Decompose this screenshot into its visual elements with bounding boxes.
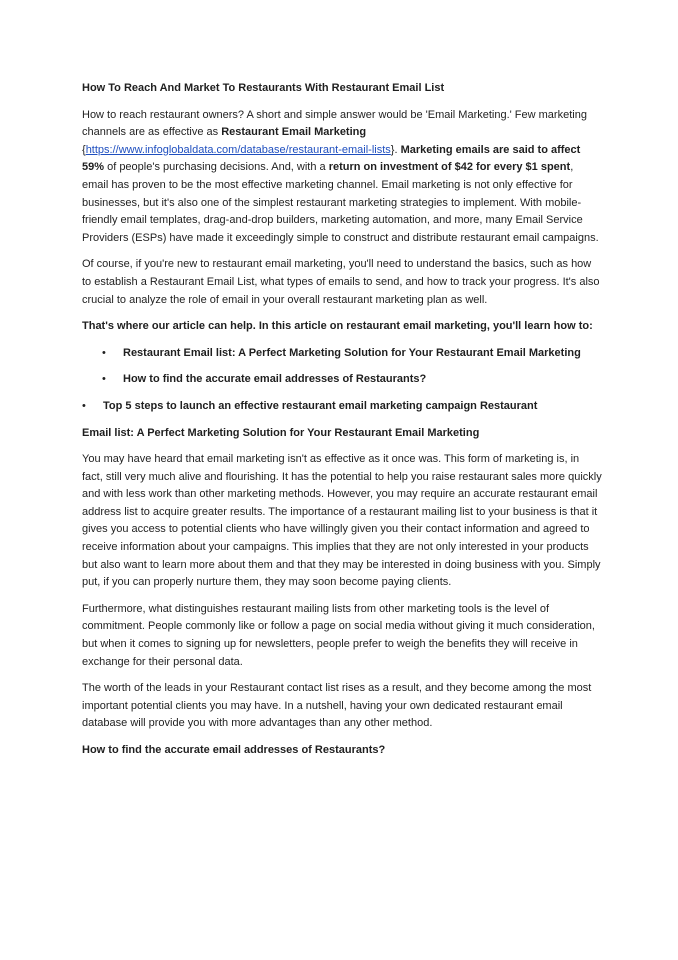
intro-text-2: {: [82, 143, 86, 156]
intro-bold-1: Restaurant Email Marketing: [221, 126, 367, 139]
restaurant-email-lists-link[interactable]: https://www.infoglobaldata.com/database/restaurant-email-lists: [85, 143, 391, 156]
body-paragraph: You may have heard that email marketing isn't as effective as it once was. This form of marketing is, in fact, still very much alive and flourishing. It has the potential to help you raise restaurant sales more quickly and with less work than other marketing methods. However, you may require an accurate restaurant email address list to acquire greater results. The importance of a restaurant mailing list to your business is that it gives you access to potential clients who have willingly given you their contact information and agreed to receive information about your campaigns. This implies that they are not only interested in your products but also want to learn more about them and that they may be interested in doing business with you. Simply put, if you can properly nurture them, they may soon become paying clients.: [82, 453, 602, 589]
intro-bold-2: Marketing emails are said to affect 59%: [82, 143, 581, 174]
body-paragraph: The worth of the leads in your Restaurant contact list rises as a result, and they become among the most important potential clients you may have. In a nutshell, having your own dedicated restaurant email database will provide you with more advantages than any other method.: [82, 682, 592, 730]
intro-text-3: }.: [390, 143, 401, 156]
list-item: [82, 345, 602, 363]
bullet-icon: •: [82, 399, 86, 412]
intro-bold-3: return on investment of $42 for every $1 spent: [328, 161, 571, 174]
list-item-text: Top 5 steps to launch an effective restaurant email marketing campaign Restaurant: [103, 399, 538, 412]
section-heading: How to find the accurate email addresses of Restaurants?: [82, 744, 386, 756]
list-item-text: How to find the accurate email addresses of Restaurants?: [123, 373, 427, 386]
intro-text-4: of people's purchasing decisions. And, with a: [104, 161, 329, 174]
basics-paragraph: Of course, if you're new to restaurant email marketing, you'll need to understand the basics, such as how to establish a Restaurant Email List, what types of emails to send, and how to track your progress. It's also crucial to analyze the role of email in your overall restaurant marketing plan as well.: [82, 258, 600, 306]
topics-list: [82, 345, 602, 416]
list-item-text: Restaurant Email list: A Perfect Marketing Solution for Your Restaurant Email Marketing: [123, 346, 581, 359]
intro-text-1: How to reach restaurant owners? A short and simple answer would be 'Email Marketing.' Few marketing channels are as effective as: [82, 108, 587, 139]
bullet-icon: •: [102, 346, 106, 359]
section-heading: Email list: A Perfect Marketing Solution for Your Restaurant Email Marketing: [82, 426, 480, 439]
list-item: [82, 398, 602, 416]
bullet-icon: •: [102, 373, 106, 386]
body-paragraph: Furthermore, what distinguishes restaurant mailing lists from other marketing tools is the level of commitment. People commonly like or follow a page on social media without giving it much consideration, but when it comes to signing up for newsletters, people prefer to weigh the benefits they will receive in exchange for their personal data.: [82, 602, 595, 668]
list-item: [82, 371, 602, 389]
intro-paragraph: [82, 107, 602, 248]
document-body: [82, 80, 602, 769]
article-lead: That's where our article can help. In this article on restaurant email marketing, you'll learn how to:: [82, 320, 593, 333]
intro-text-5: , email has proven to be the most effective marketing channel. Email marketing is not only effective for businesses, but it's also one of the simplest restaurant marketing strategies to implement. With mobile-friendly email templates, drag-and-drop builders, marketing automation, and more, many Email Service Providers (ESPs) have made it exceedingly simple to construct and distribute restaurant email campaigns.: [82, 161, 599, 244]
document-title: How To Reach And Market To Restaurants With Restaurant Email List: [82, 82, 445, 94]
